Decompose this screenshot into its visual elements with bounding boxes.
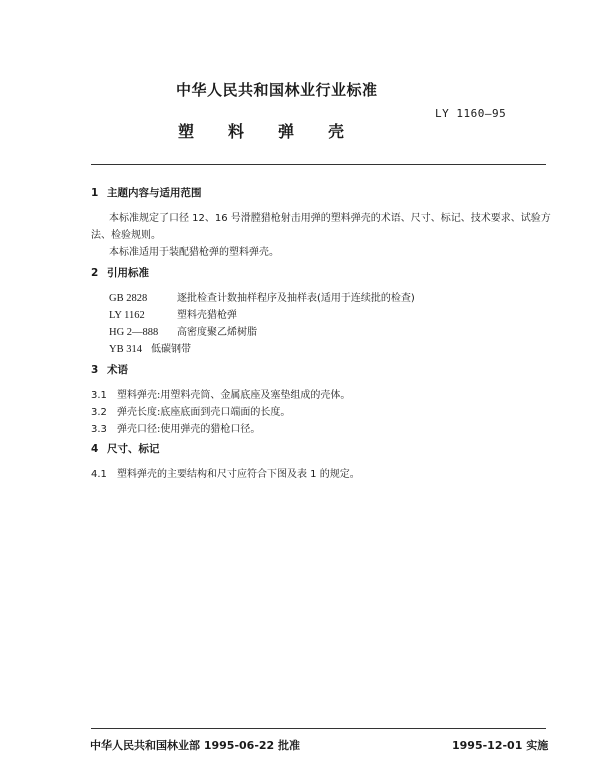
reference-item xyxy=(109,289,415,304)
reference-code: HG 2—888 xyxy=(109,327,159,338)
section-title: 术语 xyxy=(107,364,128,376)
section-title: 尺寸、标记 xyxy=(107,443,160,455)
term-text: 塑料弹壳:用塑料壳筒、金属底座及塞垫组成的壳体。 xyxy=(117,390,351,401)
footer-divider xyxy=(91,728,546,729)
section-1-para-2: 本标准适用于装配猎枪弹的塑料弹壳。 xyxy=(109,247,279,258)
term-item xyxy=(91,386,350,401)
section-4-heading xyxy=(91,441,160,456)
clause-number: 4.1 xyxy=(91,469,107,480)
term-number: 3.1 xyxy=(91,390,107,401)
reference-title: 逐批检查计数抽样程序及抽样表(适用于连续批的检查) xyxy=(177,293,415,304)
clause-text: 塑料弹壳的主要结构和尺寸应符合下图及表 1 的规定。 xyxy=(117,469,360,480)
section-number: 2 xyxy=(91,267,99,279)
standard-code: LY 1160—95 xyxy=(435,107,507,120)
term-item xyxy=(91,420,260,435)
reference-item xyxy=(109,340,191,355)
section-2-heading xyxy=(91,265,149,280)
term-text: 弹壳口径:使用弹壳的猎枪口径。 xyxy=(117,424,261,435)
approval-line: 中华人民共和国林业部 1995-06-22 批准 xyxy=(90,739,301,752)
section-3-heading xyxy=(91,362,128,377)
effective-date-line: 1995-12-01 实施 xyxy=(452,739,549,752)
reference-item xyxy=(109,306,237,321)
term-text: 弹壳长度:底座底面到壳口端面的长度。 xyxy=(117,407,291,418)
document-title: 塑料弹壳 xyxy=(178,122,379,141)
section-1-para-1-line-2: 法、检验规则。 xyxy=(91,230,161,241)
reference-code: GB 2828 xyxy=(109,293,148,304)
section-1-para-1-line-1: 本标准规定了口径 12、16 号滑膛猎枪射击用弹的塑料弹壳的术语、尺寸、标记、技术要求、试验方 xyxy=(109,213,551,224)
term-item xyxy=(91,403,290,418)
section-title: 引用标准 xyxy=(107,267,149,279)
clause-item xyxy=(91,465,360,480)
section-number: 4 xyxy=(91,443,99,455)
reference-code: LY 1162 xyxy=(109,310,145,321)
term-number: 3.2 xyxy=(91,407,107,418)
section-title: 主题内容与适用范围 xyxy=(107,187,202,199)
section-1-heading xyxy=(91,185,202,200)
section-number: 3 xyxy=(91,364,99,376)
header-divider xyxy=(91,164,546,165)
reference-title: 塑料壳猎枪弹 xyxy=(177,310,237,321)
section-number: 1 xyxy=(91,187,99,199)
reference-code: YB 314 xyxy=(109,344,142,355)
reference-title: 高密度聚乙烯树脂 xyxy=(177,327,257,338)
reference-title: 低碳钢带 xyxy=(151,344,191,355)
issuing-agency: 中华人民共和国林业行业标准 xyxy=(176,81,378,99)
reference-item xyxy=(109,323,257,338)
term-number: 3.3 xyxy=(91,424,107,435)
